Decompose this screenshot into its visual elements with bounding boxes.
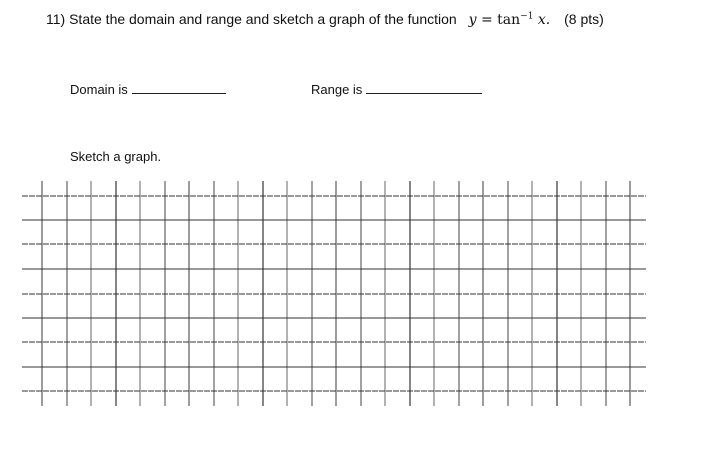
- function-argument: x.: [537, 12, 551, 28]
- question-prompt: State the domain and range and sketch a graph of the function: [69, 11, 457, 27]
- function-name: tan: [497, 12, 521, 28]
- function-exponent: −1: [520, 11, 534, 22]
- function-equals: =: [476, 12, 498, 28]
- points-label: (8 pts): [564, 11, 604, 27]
- sketch-label: Sketch a graph.: [70, 149, 162, 164]
- function-lhs: y: [468, 12, 477, 28]
- range-label: Range is: [311, 82, 363, 97]
- domain-label: Domain is: [70, 82, 128, 97]
- question-number: 11): [46, 11, 66, 27]
